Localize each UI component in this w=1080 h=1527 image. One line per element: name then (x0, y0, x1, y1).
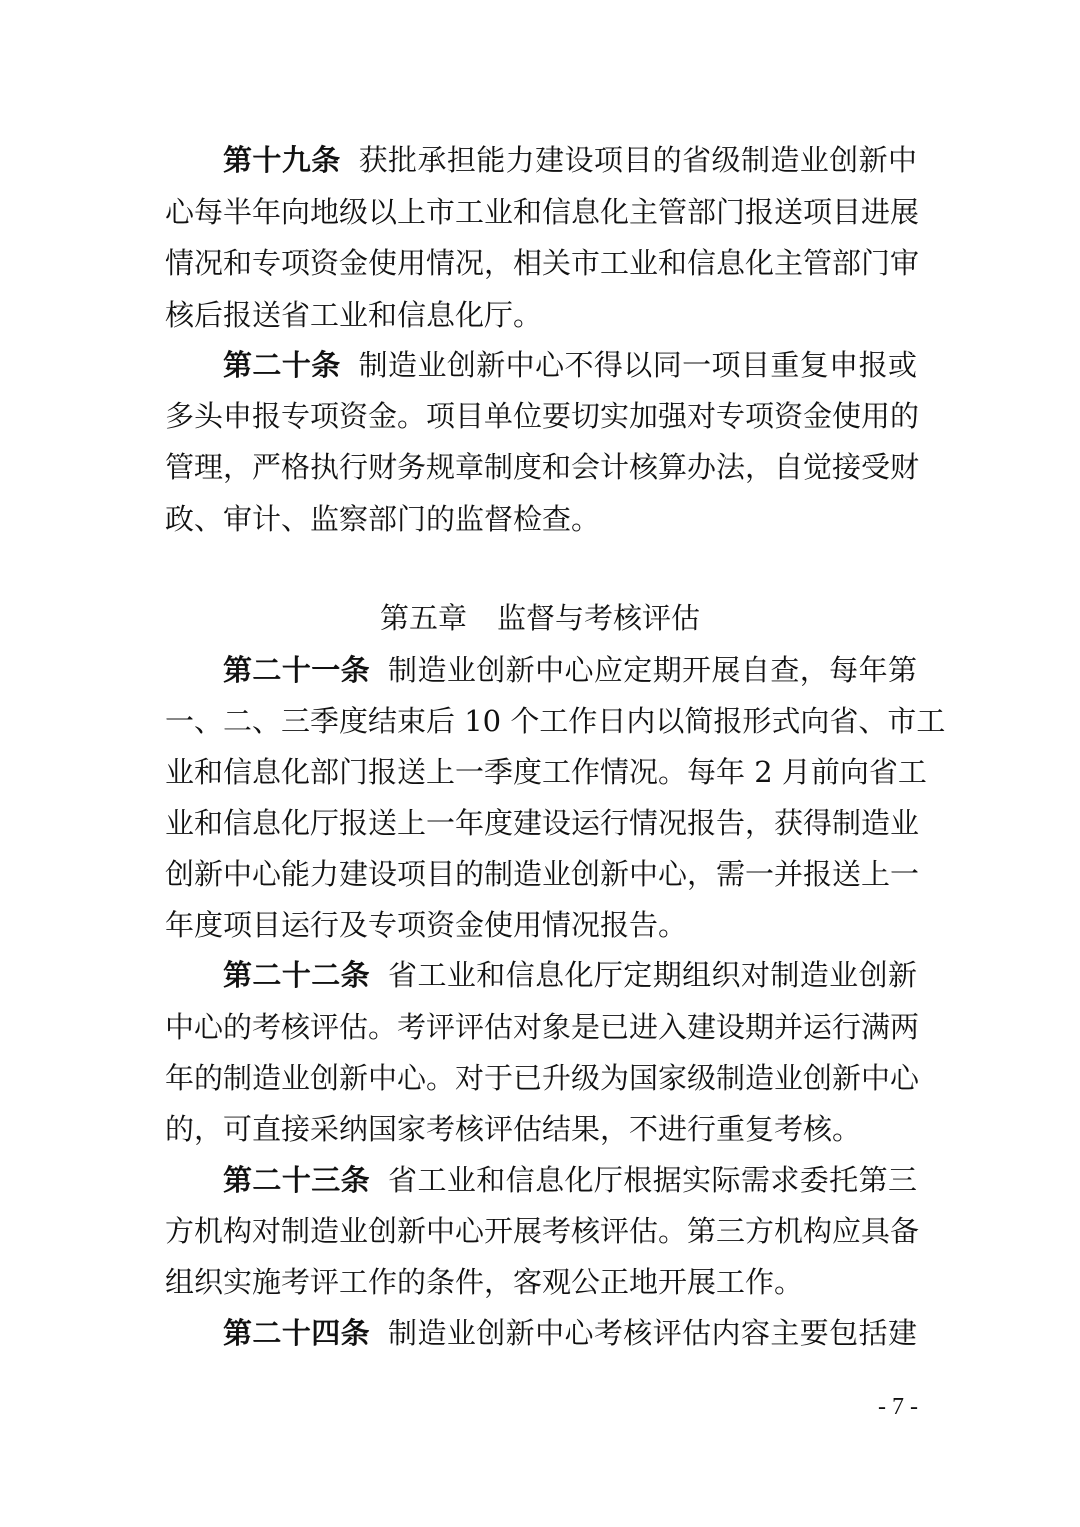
chapter-title: 监督与考核评估 (497, 601, 701, 635)
article-21-line: 一、二、三季度结束后 10 个工作日内以简报形式向省、市工 (165, 704, 946, 738)
article-20-line: 多头申报专项资金。项目单位要切实加强对专项资金使用的 (165, 399, 920, 433)
article-24-first-line (223, 1313, 917, 1353)
article-19-text: 获批承担能力建设项目的省级制造业创新中 (358, 143, 917, 177)
article-21-line: 年度项目运行及专项资金使用情况报告。 (165, 908, 688, 942)
article-20-text: 制造业创新中心不得以同一项目重复申报或 (358, 348, 917, 382)
article-21-line: 创新中心能力建设项目的制造业创新中心，需一并报送上一 (165, 857, 920, 891)
page-number: - 7 - (878, 1394, 918, 1420)
article-19-line: 核后报送省工业和信息化厅。 (165, 298, 543, 332)
article-23-line: 组织实施考评工作的条件，客观公正地开展工作。 (165, 1265, 804, 1299)
article-22-first-line (223, 955, 917, 995)
article-23-line: 方机构对制造业创新中心开展考核评估。第三方机构应具备 (165, 1214, 920, 1248)
article-23-label: 第二十三条 (223, 1163, 371, 1197)
article-22-text: 省工业和信息化厅定期组织对制造业创新 (388, 958, 917, 992)
article-19-first-line (223, 140, 917, 180)
article-21-label: 第二十一条 (223, 653, 371, 687)
article-21-text: 制造业创新中心应定期开展自查，每年第 (388, 653, 917, 687)
article-22-line: 中心的考核评估。考评评估对象是已进入建设期并运行满两 (165, 1010, 920, 1044)
chapter-heading (0, 598, 1080, 638)
article-22-label: 第二十二条 (223, 958, 371, 992)
article-20-line: 政、审计、监察部门的监督检查。 (165, 502, 601, 536)
chapter-number: 第五章 (379, 601, 467, 635)
article-21-first-line (223, 650, 917, 690)
article-20-line: 管理，严格执行财务规章制度和会计核算办法，自觉接受财 (165, 450, 920, 484)
article-24-label: 第二十四条 (223, 1316, 371, 1350)
article-20-label: 第二十条 (223, 348, 341, 382)
article-22-line: 年的制造业创新中心。对于已升级为国家级制造业创新中心 (165, 1061, 920, 1095)
article-23-text: 省工业和信息化厅根据实际需求委托第三 (388, 1163, 917, 1197)
article-23-first-line (223, 1160, 917, 1200)
article-19-label: 第十九条 (223, 143, 341, 177)
article-24-text: 制造业创新中心考核评估内容主要包括建 (388, 1316, 917, 1350)
article-20-first-line (223, 345, 917, 385)
article-22-line: 的，可直接采纳国家考核评估结果，不进行重复考核。 (165, 1112, 862, 1146)
article-21-line: 业和信息化厅报送上一年度建设运行情况报告，获得制造业 (165, 806, 920, 840)
article-19-line: 心每半年向地级以上市工业和信息化主管部门报送项目进展 (165, 195, 920, 229)
article-19-line: 情况和专项资金使用情况，相关市工业和信息化主管部门审 (165, 246, 920, 280)
article-21-line: 业和信息化部门报送上一季度工作情况。每年 2 月前向省工 (165, 755, 927, 789)
